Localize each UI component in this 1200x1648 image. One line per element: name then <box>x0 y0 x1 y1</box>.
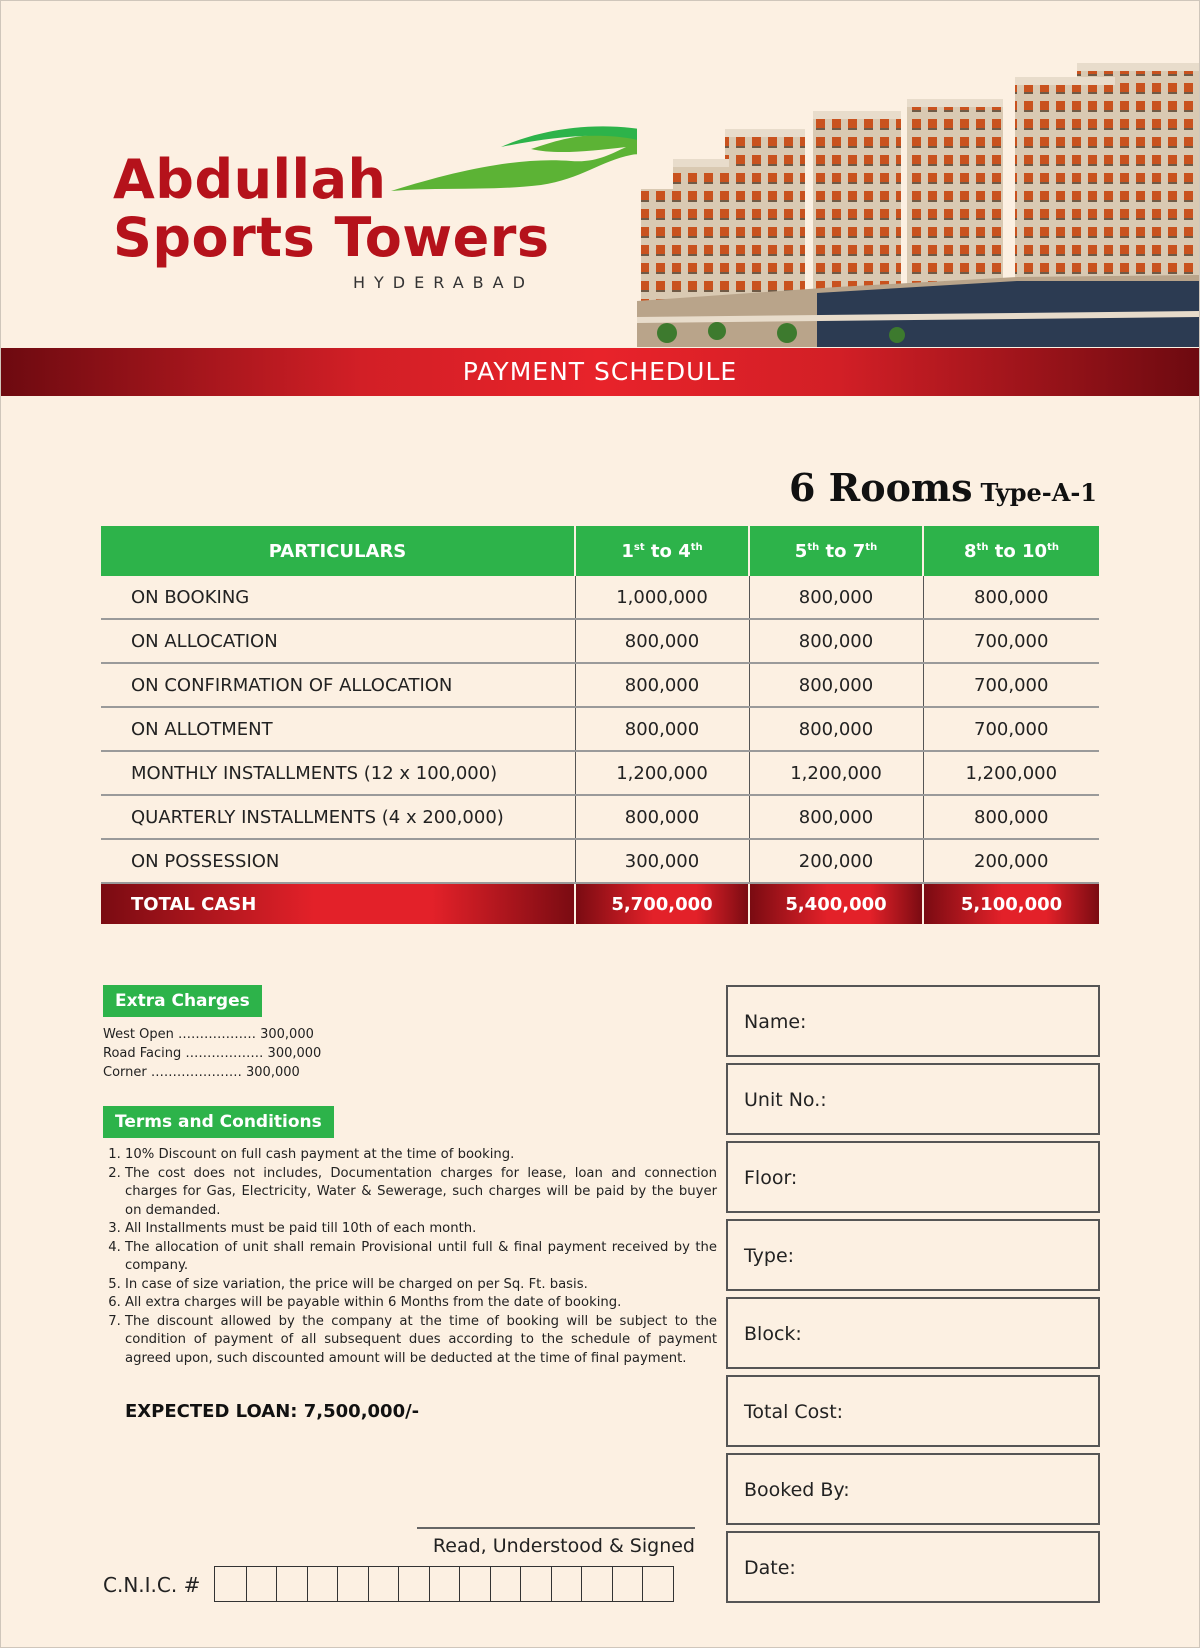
list-item: Road Facing ……………… 300,000 <box>103 1046 322 1061</box>
row-value: 200,000 <box>749 839 923 883</box>
cnic-digit-box[interactable] <box>490 1567 521 1601</box>
row-value: 800,000 <box>749 663 923 707</box>
brand-name-line2: Sports Towers <box>113 206 550 269</box>
field-label: Booked By: <box>744 1479 850 1501</box>
booked-by-field[interactable] <box>726 1453 1100 1525</box>
brand-logo <box>113 101 613 301</box>
list-item: 4. The allocation of unit shall remain Provisional until full & final payment received by the company. <box>125 1239 717 1276</box>
header-floors-5-7: 5th to 7th <box>749 526 923 576</box>
floor-field[interactable] <box>726 1141 1100 1213</box>
cnic-input[interactable] <box>214 1566 674 1602</box>
cnic-digit-box[interactable] <box>429 1567 460 1601</box>
extra-charges-heading: Extra Charges <box>103 985 262 1017</box>
section-banner <box>1 348 1199 396</box>
cnic-digit-box[interactable] <box>368 1567 399 1601</box>
signature-label: Read, Understood & Signed <box>432 1535 695 1557</box>
total-value: 5,100,000 <box>923 883 1099 924</box>
row-value: 1,000,000 <box>575 576 749 619</box>
table-row <box>101 619 1099 663</box>
row-value: 800,000 <box>923 795 1099 839</box>
cnic-digit-box[interactable] <box>612 1567 643 1601</box>
payment-schedule-table <box>101 526 1099 924</box>
field-label: Total Cost: <box>744 1401 844 1423</box>
row-value: 700,000 <box>923 619 1099 663</box>
row-value: 800,000 <box>575 619 749 663</box>
cnic-digit-box[interactable] <box>642 1567 673 1601</box>
row-label: ON ALLOTMENT <box>101 707 575 751</box>
row-value: 800,000 <box>749 795 923 839</box>
total-value: 5,400,000 <box>749 883 923 924</box>
list-item: 1. 10% Discount on full cash payment at the time of booking. <box>125 1146 717 1165</box>
row-label: ON ALLOCATION <box>101 619 575 663</box>
unit-type-label: Type-A-1 <box>980 478 1097 507</box>
row-value: 1,200,000 <box>749 751 923 795</box>
terms-list <box>103 1146 717 1368</box>
banner-title: PAYMENT SCHEDULE <box>462 357 738 386</box>
cnic-digit-box[interactable] <box>398 1567 429 1601</box>
list-item: West Open ……………… 300,000 <box>103 1027 314 1042</box>
extra-charges-list <box>103 1025 321 1082</box>
row-label: ON BOOKING <box>101 576 575 619</box>
unit-no-field[interactable] <box>726 1063 1100 1135</box>
field-label: Unit No.: <box>744 1089 827 1111</box>
row-value: 800,000 <box>923 576 1099 619</box>
row-value: 800,000 <box>749 619 923 663</box>
table-row <box>101 751 1099 795</box>
table-row <box>101 795 1099 839</box>
cnic-digit-box[interactable] <box>337 1567 368 1601</box>
table-row <box>101 839 1099 883</box>
field-label: Block: <box>744 1323 802 1345</box>
tower-buildings-illustration <box>637 61 1199 347</box>
type-field[interactable] <box>726 1219 1100 1291</box>
row-value: 700,000 <box>923 663 1099 707</box>
field-label: Floor: <box>744 1167 798 1189</box>
row-value: 300,000 <box>575 839 749 883</box>
total-value: 5,700,000 <box>575 883 749 924</box>
booking-form <box>726 985 1100 1609</box>
row-value: 200,000 <box>923 839 1099 883</box>
table-row <box>101 707 1099 751</box>
list-item: 6. All extra charges will be payable within 6 Months from the date of booking. <box>125 1294 717 1313</box>
row-value: 1,200,000 <box>575 751 749 795</box>
list-item: 7. The discount allowed by the company at the time of booking will be subject to the condition of payment of all subsequent dues according to the schedule of payment agreed upon, such discounted amount will be deducted at the time of final payment. <box>125 1313 717 1369</box>
total-label: TOTAL CASH <box>101 883 575 924</box>
brand-name-line1: Abdullah <box>113 148 387 211</box>
row-value: 800,000 <box>575 795 749 839</box>
row-label: QUARTERLY INSTALLMENTS (4 x 200,000) <box>101 795 575 839</box>
table-row <box>101 663 1099 707</box>
list-item: 3. All Installments must be paid till 10th of each month. <box>125 1220 717 1239</box>
cnic-digit-box[interactable] <box>459 1567 490 1601</box>
cnic-digit-box[interactable] <box>581 1567 612 1601</box>
header-particulars: PARTICULARS <box>101 526 575 576</box>
unit-heading <box>789 465 1097 510</box>
row-value: 800,000 <box>749 707 923 751</box>
cnic-digit-box[interactable] <box>307 1567 338 1601</box>
total-row <box>101 883 1099 924</box>
cnic-label: C.N.I.C. # <box>103 1573 201 1597</box>
row-value: 800,000 <box>575 663 749 707</box>
cnic-digit-box[interactable] <box>520 1567 551 1601</box>
header-floors-8-10: 8th to 10th <box>923 526 1099 576</box>
terms-heading: Terms and Conditions <box>103 1106 334 1138</box>
expected-loan: EXPECTED LOAN: 7,500,000/- <box>125 1401 420 1422</box>
block-field[interactable] <box>726 1297 1100 1369</box>
cnic-digit-box[interactable] <box>246 1567 277 1601</box>
field-label: Date: <box>744 1557 796 1579</box>
rooms-label: 6 Rooms <box>788 465 973 510</box>
list-item: 5. In case of size variation, the price will be charged on per Sq. Ft. basis. <box>125 1276 717 1295</box>
row-value: 700,000 <box>923 707 1099 751</box>
cnic-digit-box[interactable] <box>551 1567 582 1601</box>
date-field[interactable] <box>726 1531 1100 1603</box>
table-row <box>101 576 1099 619</box>
cnic-digit-box[interactable] <box>276 1567 307 1601</box>
signature-line <box>417 1527 695 1529</box>
row-value: 800,000 <box>749 576 923 619</box>
row-label: ON CONFIRMATION OF ALLOCATION <box>101 663 575 707</box>
row-label: MONTHLY INSTALLMENTS (12 x 100,000) <box>101 751 575 795</box>
row-label: ON POSSESSION <box>101 839 575 883</box>
total-cost-field[interactable] <box>726 1375 1100 1447</box>
cnic-digit-box[interactable] <box>215 1567 246 1601</box>
header-floors-1-4: 1st to 4th <box>575 526 749 576</box>
name-field[interactable] <box>726 985 1100 1057</box>
table-header-row <box>101 526 1099 576</box>
brand-city: HYDERABAD <box>353 273 534 292</box>
list-item: 2. The cost does not includes, Documentation charges for lease, loan and connection charges for Gas, Electricity, Water & Sewerage, such charges will be paid by the buyer on demanded. <box>125 1165 717 1221</box>
field-label: Type: <box>744 1245 795 1267</box>
field-label: Name: <box>744 1011 807 1033</box>
row-value: 1,200,000 <box>923 751 1099 795</box>
row-value: 800,000 <box>575 707 749 751</box>
list-item: Corner ………………… 300,000 <box>103 1065 300 1080</box>
